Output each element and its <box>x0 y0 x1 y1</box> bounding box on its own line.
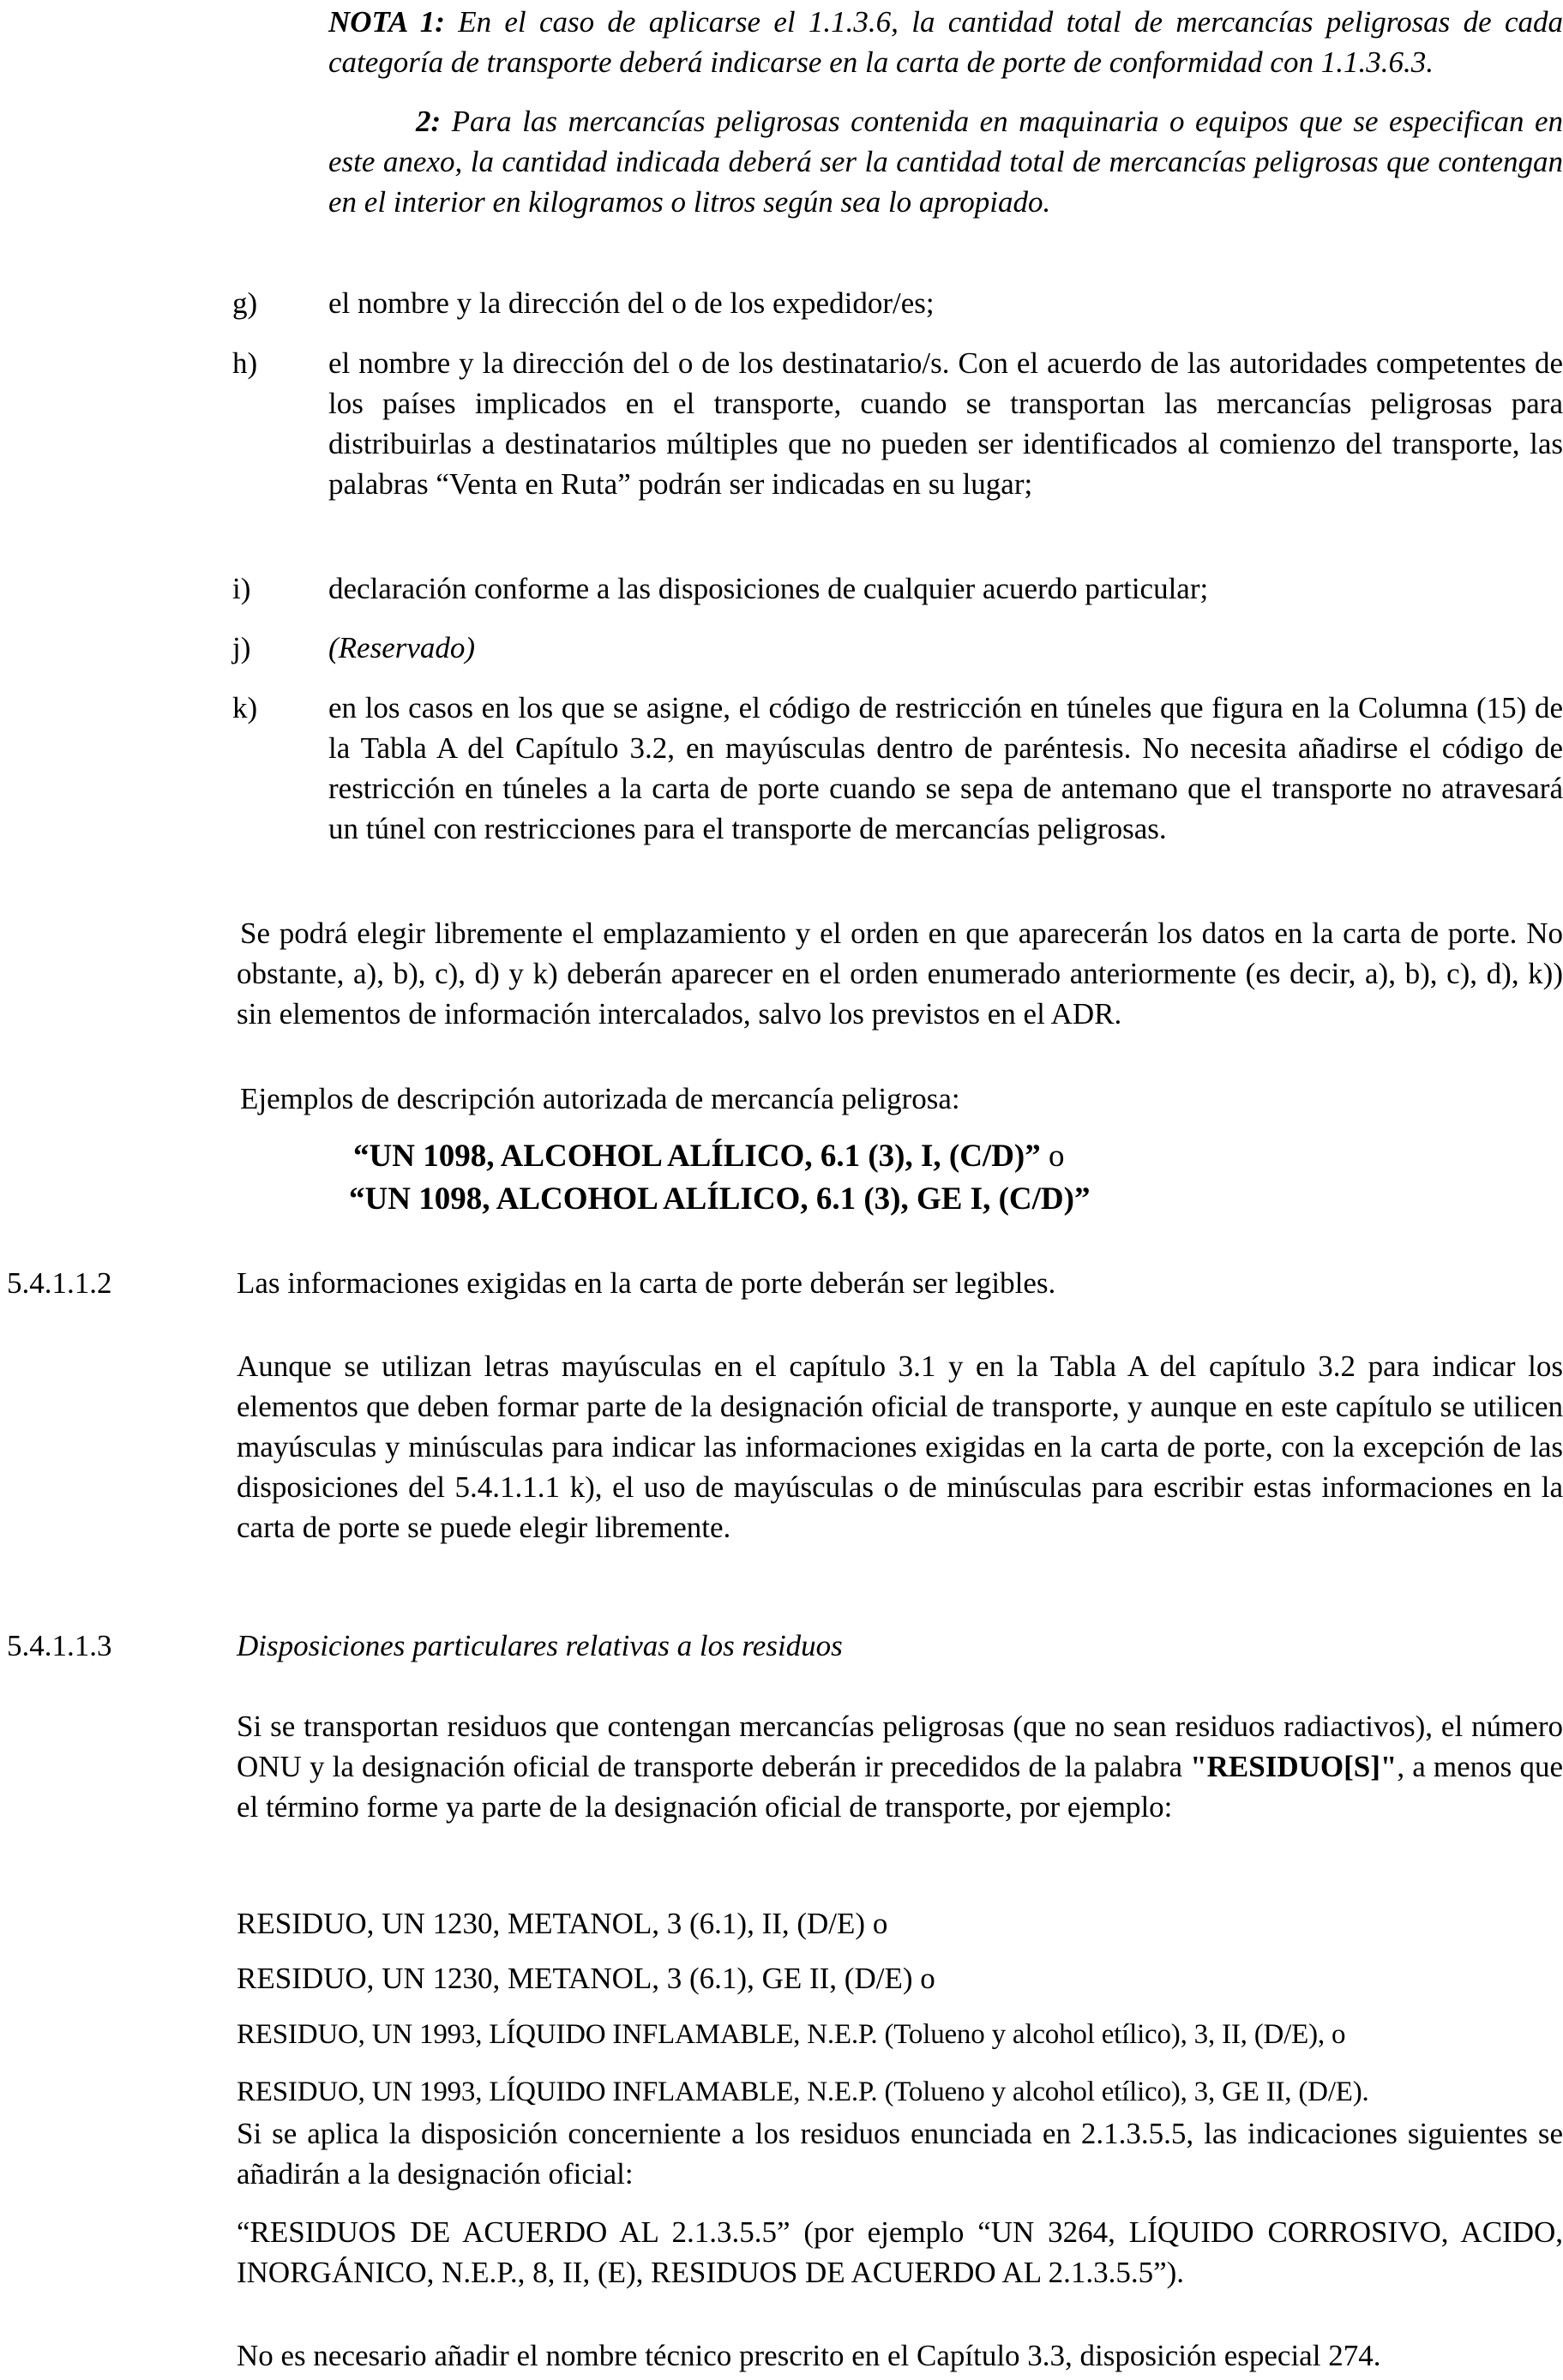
examples-intro: Ejemplos de descripción autorizada de mercancía peligrosa: <box>240 1082 960 1115</box>
example-connector: o <box>1040 1139 1065 1174</box>
section-title: Disposiciones particulares relativas a los residuos <box>237 1629 843 1662</box>
list-item-text: el nombre y la dirección del o de los expedidor/es; <box>328 286 935 320</box>
section-number: 5.4.1.1.3 <box>7 1629 112 1662</box>
list-item-text: en los casos en los que se asigne, el código de restricción en túneles que figura en la Columna (15) de la Tabla A del Capítulo 3.2, en mayúsculas dentro de paréntesis. No necesita añadirse el código de restricción en túneles a la carta de porte cuando se sepa de antemano que el transporte no atravesará un túnel con restricciones para el transporte de mercancías peligrosas. <box>328 691 1563 845</box>
residuos-text: , a menos que el término forme ya parte de la designación oficial de transporte, por ejemplo: <box>237 1750 1563 1824</box>
list-item-text: el nombre y la dirección del o de los destinatario/s. Con el acuerdo de las autoridades competentes de los países implicados en el transporte, cuando se transportan las mercancías peligrosas para distribuirlas a destinatarios múltiples que no pueden ser identificados al comienzo del transporte, las palabras “Venta en Ruta” podrán ser indicadas en su lugar; <box>328 346 1563 501</box>
residuo-example: RESIDUO, UN 1230, METANOL, 3 (6.1), II, (D/E) o <box>237 1907 888 1940</box>
nota-2-text: Para las mercancías peligrosas contenida en maquinaria o equipos que se especifican en este anexo, la cantidad indicada deberá ser la cantidad total de mercancías peligrosas que contengan en el interior en kilogramos o litros según sea lo apropiado. <box>328 105 1563 219</box>
example-text: “UN 1098, ALCOHOL ALÍLICO, 6.1 (3), GE I, (C/D)” <box>349 1181 1091 1217</box>
nota-2-label: 2: <box>416 105 442 138</box>
nota-1 <box>328 2 1563 82</box>
list-item-label: j) <box>232 631 251 664</box>
example-line <box>353 1136 1064 1176</box>
nota-1-text: En el caso de aplicarse el 1.1.3.6, la cantidad total de mercancías peligrosas de cada categoría de transporte deberá indicarse en la carta de porte de conformidad con 1.1.3.6.3. <box>328 5 1563 79</box>
residuos-paragraph <box>237 1706 1563 1827</box>
residuo-example: RESIDUO, UN 1993, LÍQUIDO INFLAMABLE, N.E.P. (Tolueno y alcohol etílico), 3, II, (D/E), o <box>237 2019 1346 2050</box>
aplica-paragraph: Si se aplica la disposición concerniente a los residuos enunciada en 2.1.3.5.5, las indicaciones siguientes se añadirán a la designación oficial: <box>237 2117 1563 2191</box>
order-paragraph: Se podrá elegir libremente el emplazamiento y el orden en que aparecerán los datos en la carta de porte. No obstante, a), b), c), d) y k) deberán aparecer en el orden enumerado anteriormente (es decir, a), b), c), d), k)) sin elementos de información intercalados, salvo los previstos en el ADR. <box>237 917 1563 1031</box>
list-item-label: h) <box>232 346 258 380</box>
section-number: 5.4.1.1.2 <box>7 1266 112 1300</box>
nota-1-label: NOTA 1: <box>328 5 445 39</box>
residuo-example: RESIDUO, UN 1993, LÍQUIDO INFLAMABLE, N.E.P. (Tolueno y alcohol etílico), 3, GE II, (D/E). <box>237 2076 1369 2107</box>
example-line <box>349 1179 1090 1219</box>
final-paragraph: No es necesario añadir el nombre técnico prescrito en el Capítulo 3.3, disposición especial 274. <box>237 2339 1381 2372</box>
capitals-paragraph: Aunque se utilizan letras mayúsculas en el capítulo 3.1 y en la Tabla A del capítulo 3.2 para indicar los elementos que deben formar parte de la designación oficial de transporte, y aunque en este capítulo se utilicen mayúsculas y minúsculas para indicar las informaciones exigidas en la carta de porte, con la excepción de las disposiciones del 5.4.1.1.1 k), el uso de mayúsculas o de minúsculas para escribir estas informaciones en la carta de porte se puede elegir libremente. <box>237 1349 1563 1544</box>
residuos-keyword: "RESIDUO[S]" <box>1190 1750 1398 1783</box>
example-text: “UN 1098, ALCOHOL ALÍLICO, 6.1 (3), I, (C/D)” <box>353 1139 1041 1174</box>
list-item-text: (Reservado) <box>328 631 476 664</box>
list-item-label: k) <box>232 691 258 724</box>
list-item-label: g) <box>232 286 258 320</box>
residuo-example: RESIDUO, UN 1230, METANOL, 3 (6.1), GE II, (D/E) o <box>237 1962 935 1995</box>
list-item-text: declaración conforme a las disposiciones de cualquier acuerdo particular; <box>328 572 1209 605</box>
legibility-statement: Las informaciones exigidas en la carta de porte deberán ser legibles. <box>237 1266 1056 1300</box>
list-item-label: i) <box>232 572 251 605</box>
residuos-text: Si se transportan residuos que contengan mercancías peligrosas (que no sean residuos radiactivos), el número ONU y la designación oficial de transporte deberán ir precedidos de la palabra <box>237 1710 1563 1783</box>
residuos-acuerdo-paragraph: “RESIDUOS DE ACUERDO AL 2.1.3.5.5” (por ejemplo “UN 3264, LÍQUIDO CORROSIVO, ACIDO, INORGÁNICO, N.E.P., 8, II, (E), RESIDUOS DE ACUERDO AL 2.1.3.5.5”). <box>237 2215 1563 2289</box>
nota-2 <box>328 101 1563 222</box>
